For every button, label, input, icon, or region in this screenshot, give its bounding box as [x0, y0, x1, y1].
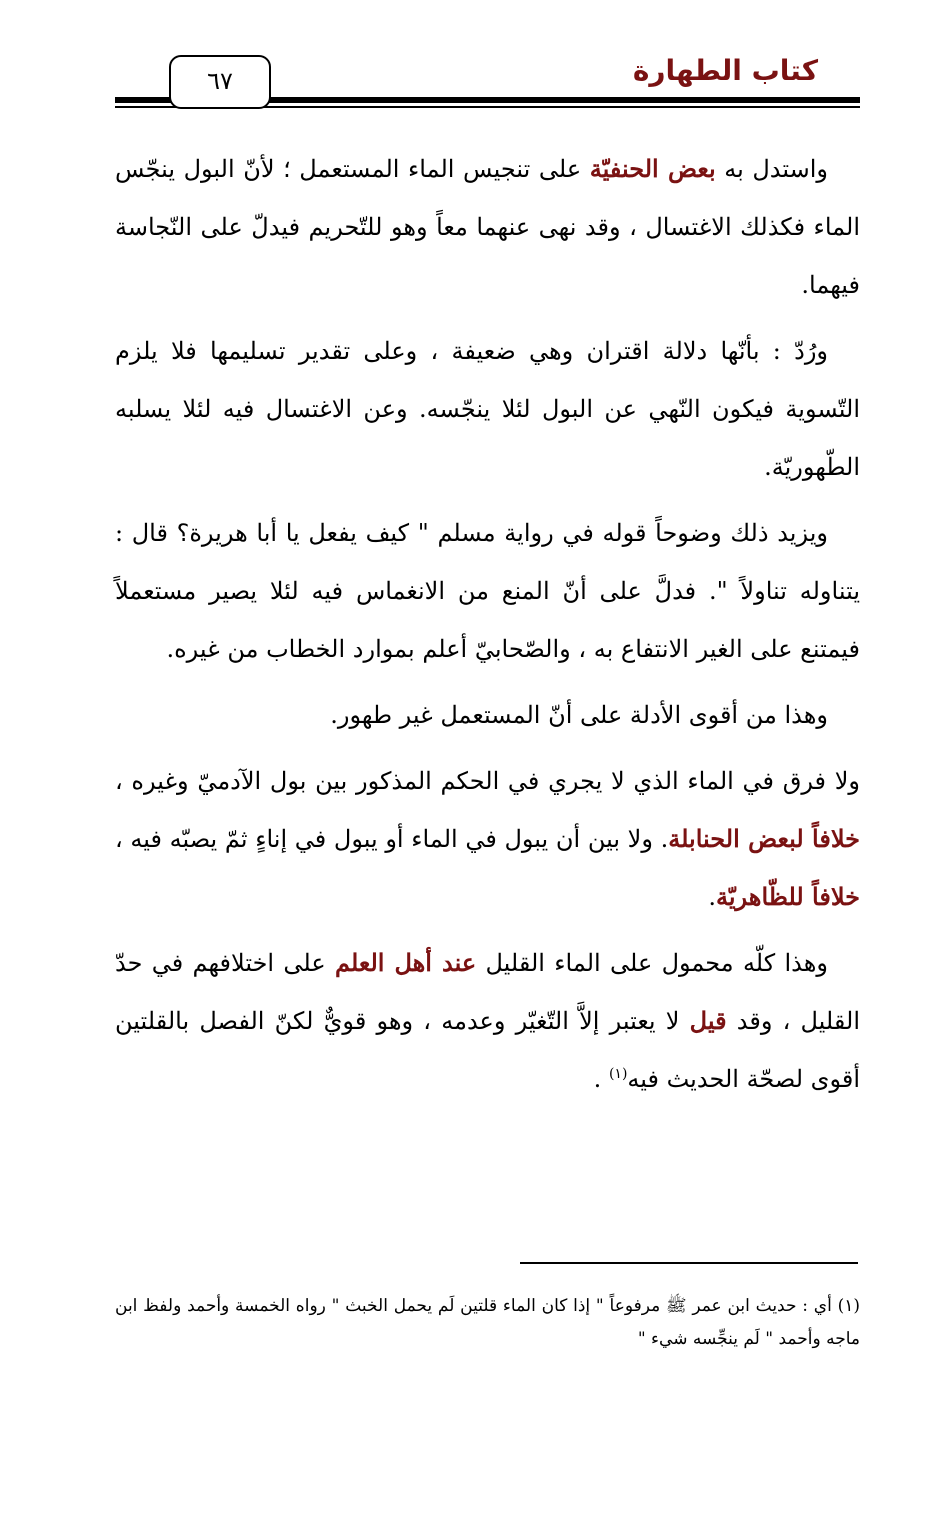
highlighted-term: خلافاً لبعض الحنابلة	[668, 824, 860, 853]
paragraph	[115, 322, 860, 496]
footnote-separator	[520, 1262, 858, 1264]
footnotes	[115, 1290, 860, 1356]
text-run: .	[708, 883, 716, 911]
highlighted-term: عند أهل العلم	[334, 948, 477, 977]
page-header	[115, 52, 860, 114]
text-run: .	[593, 1065, 609, 1093]
text-run: واستدل به	[715, 155, 829, 183]
highlighted-term: خلافاً للظّاهريّة	[716, 882, 860, 911]
text-run: ولا فرق في الماء الذي لا يجري في الحكم المذكور بين بول الآدميّ وغيره ،	[115, 767, 860, 795]
paragraph	[115, 752, 860, 926]
text-run: وهذا من أقوى الأدلة على أنّ المستعمل غير طهور.	[330, 701, 828, 729]
text-run: وهذا كلّه محمول على الماء القليل	[476, 949, 828, 977]
main-text	[115, 140, 860, 1116]
footnote-marker: (١)	[837, 1296, 860, 1316]
paragraph	[115, 686, 860, 744]
footnote-text: أي : حديث ابن عمر ﷺ مرفوعاً " إذا كان الماء قلتين لَم يحمل الخبث " رواه الخمسة وأحمد ولفظ ابن ماجه وأحمد " لَم ينجِّسه شيء "	[115, 1296, 860, 1349]
text-run: على اختلافهم في حدّ القليل ، وقد	[115, 949, 860, 1035]
page-number: ٦٧	[169, 55, 271, 109]
text-run: . ولا بين أن يبول في الماء أو يبول في إناءٍ ثمّ يصبّه فيه ،	[115, 825, 669, 853]
paragraph	[115, 934, 860, 1108]
highlighted-term: بعض الحنفيّة	[589, 154, 716, 183]
paragraph	[115, 140, 860, 314]
footnote-reference[interactable]: (١)	[608, 1066, 628, 1082]
text-run: على تنجيس الماء المستعمل ؛ لأنّ البول ينجّس الماء فكذلك الاغتسال ، وقد نهى عنهما معاً وهو للتّحريم فيدلّ على النّجاسة فيهما.	[115, 155, 860, 299]
text-run: ويزيد ذلك وضوحاً قوله في رواية مسلم " كيف يفعل يا أبا هريرة؟ قال : يتناوله تناولاً ". فدلَّ على أنّ المنع من الانغماس فيه لئلا يصير مستعملاً فيمتنع على الغير الانتفاع به ، والصّحابيّ أعلم بموارد الخطاب من غيره.	[115, 519, 860, 663]
footnote-entry	[115, 1290, 860, 1356]
chapter-title: كتاب الطهارة	[632, 54, 818, 87]
text-run: ورُدّ : بأنّها دلالة اقتران وهي ضعيفة ، وعلى تقدير تسليمها فلا يلزم التّسوية فيكون النّهي عن البول لئلا ينجّسه. وعن الاغتسال فيه لئلا يسلبه الطّهوريّة.	[115, 337, 860, 481]
paragraph	[115, 504, 860, 678]
highlighted-term: قيل	[689, 1006, 727, 1035]
text-run: لا يعتبر إلاَّ التّغيّر وعدمه ، وهو قويٌّ لكنّ الفصل بالقلتين أقوى لصحّة الحديث فيه	[115, 1007, 860, 1093]
